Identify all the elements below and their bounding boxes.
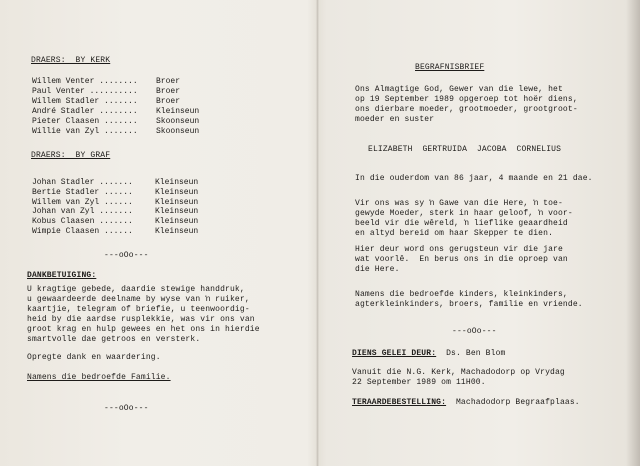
family-signature: Namens die bedroefde Familie. — [27, 373, 171, 382]
page-edge-shadow — [626, 0, 640, 466]
divider: ---oOo--- — [452, 327, 497, 336]
burial-line — [352, 398, 580, 407]
divider-bottom: ---oOo--- — [104, 404, 149, 413]
memorial-card: DRAERS: BY KERK Willem Venter ........ Broer Paul Venter .......... Broer Willem Stadler ....... Broer André Stadler ........ Kleinseun Pieter Claasen ....... Skoonseun Willie van Zyl ....... Skoonseun DRAERS: BY GRAF Johan Stadler ....... Kleinseun Bertie Stadler ...... Kleinseun Willem van Zyl ...... Kleinseun Johan van Zyl ....... Kleinseun Kobus Claasen ....... Kleinseun Wimpie Claasen ...... Kleinseun ---oOo--- DANKBETUIGING: U kragtige gebede, daardie stewige handdruk, u gewaardeerde deelname by wyse van ŉ ruiker, kaartjie, telegram of briefie, u teenwoordig- heid by die aardse rusplekkie, was vir ons van groot krag en hulp gewees en het ons in hierdie smartvolle dae getroos en versterk. Opregte dank en waardering. Namens die bedroefde Familie. ---oOo--- BEGRAFNISBRIEF Ons Almagtige God, Gewer van die lewe, het op 19 September 1989 opgeroep tot hoër diens, ons dierbare moeder, grootmoeder, grootgroot- moeder en suster ELIZABETH GERTRUIDA JACOBA CORNELIUS In die ouderdom van 86 jaar, 4 maande en 21 dae. Vir ons was sy ŉ Gawe van die Here, ŉ toe- gewyde Moeder, sterk in haar geloof, ŉ voor- beeld vir die wêreld, ŉ lieflike geaardheid en altyd bereid om haar Skepper te dien. Hier deur word ons gerugsteun vir die jare wat voorlê. En berus ons in die oproep van die Here. Namens die bedroefde kinders, kleinkinders, agterkleinkinders, broers, familie en vriende. ---oOo--- DIENS GELEI DEUR: Ds. Ben Blom Vanuit die N.G. Kerk, Machadodorp op Vrydag 22 September 1989 om 11H00. TERAARDEBESTELLING: Machadodorp Begraafplaas. — [0, 0, 640, 466]
list-item: Willem van Zyl ...... Kleinseun — [32, 198, 199, 207]
burial-label: TERAARDEBESTELLING: — [352, 398, 447, 407]
list-item: Willie van Zyl ....... Skoonseun — [32, 127, 200, 136]
list-item: Willem Stadler ....... Broer — [32, 97, 181, 106]
burial-value: Machadodorp Begraafplaas. — [455, 398, 580, 407]
list-item: Johan Stadler ....... Kleinseun — [32, 178, 199, 187]
list-item: Kobus Claasen ....... Kleinseun — [32, 217, 199, 226]
service-line — [352, 349, 506, 358]
list-item: Bertie Stadler ...... Kleinseun — [32, 188, 199, 197]
list-item: Pieter Claasen ....... Skoonseun — [32, 117, 200, 126]
list-item: André Stadler ........ Kleinseun — [32, 107, 200, 116]
bearers-church-heading: DRAERS: BY KERK — [31, 56, 111, 65]
list-item: Willem Venter ........ Broer — [32, 77, 181, 86]
deceased-name: ELIZABETH GERTRUIDA JACOBA CORNELIUS — [368, 145, 562, 154]
thanks-heading: DANKBETUIGING: — [27, 271, 97, 280]
divider: ---oOo--- — [104, 251, 149, 260]
age-line: In die ouderdom van 86 jaar, 4 maande en 21 dae. — [355, 174, 593, 183]
service-value: Ds. Ben Blom — [446, 349, 506, 358]
sincere-thanks: Opregte dank en waardering. — [27, 353, 161, 362]
bearers-grave-heading: DRAERS: BY GRAF — [31, 151, 111, 160]
list-item: Wimpie Claasen ...... Kleinseun — [32, 227, 199, 236]
list-item: Paul Venter .......... Broer — [32, 87, 181, 96]
service-label: DIENS GELEI DEUR: — [352, 349, 437, 358]
list-item: Johan van Zyl ....... Kleinseun — [32, 207, 199, 216]
page-title: BEGRAFNISBRIEF — [415, 63, 485, 72]
page-fold — [316, 0, 319, 466]
